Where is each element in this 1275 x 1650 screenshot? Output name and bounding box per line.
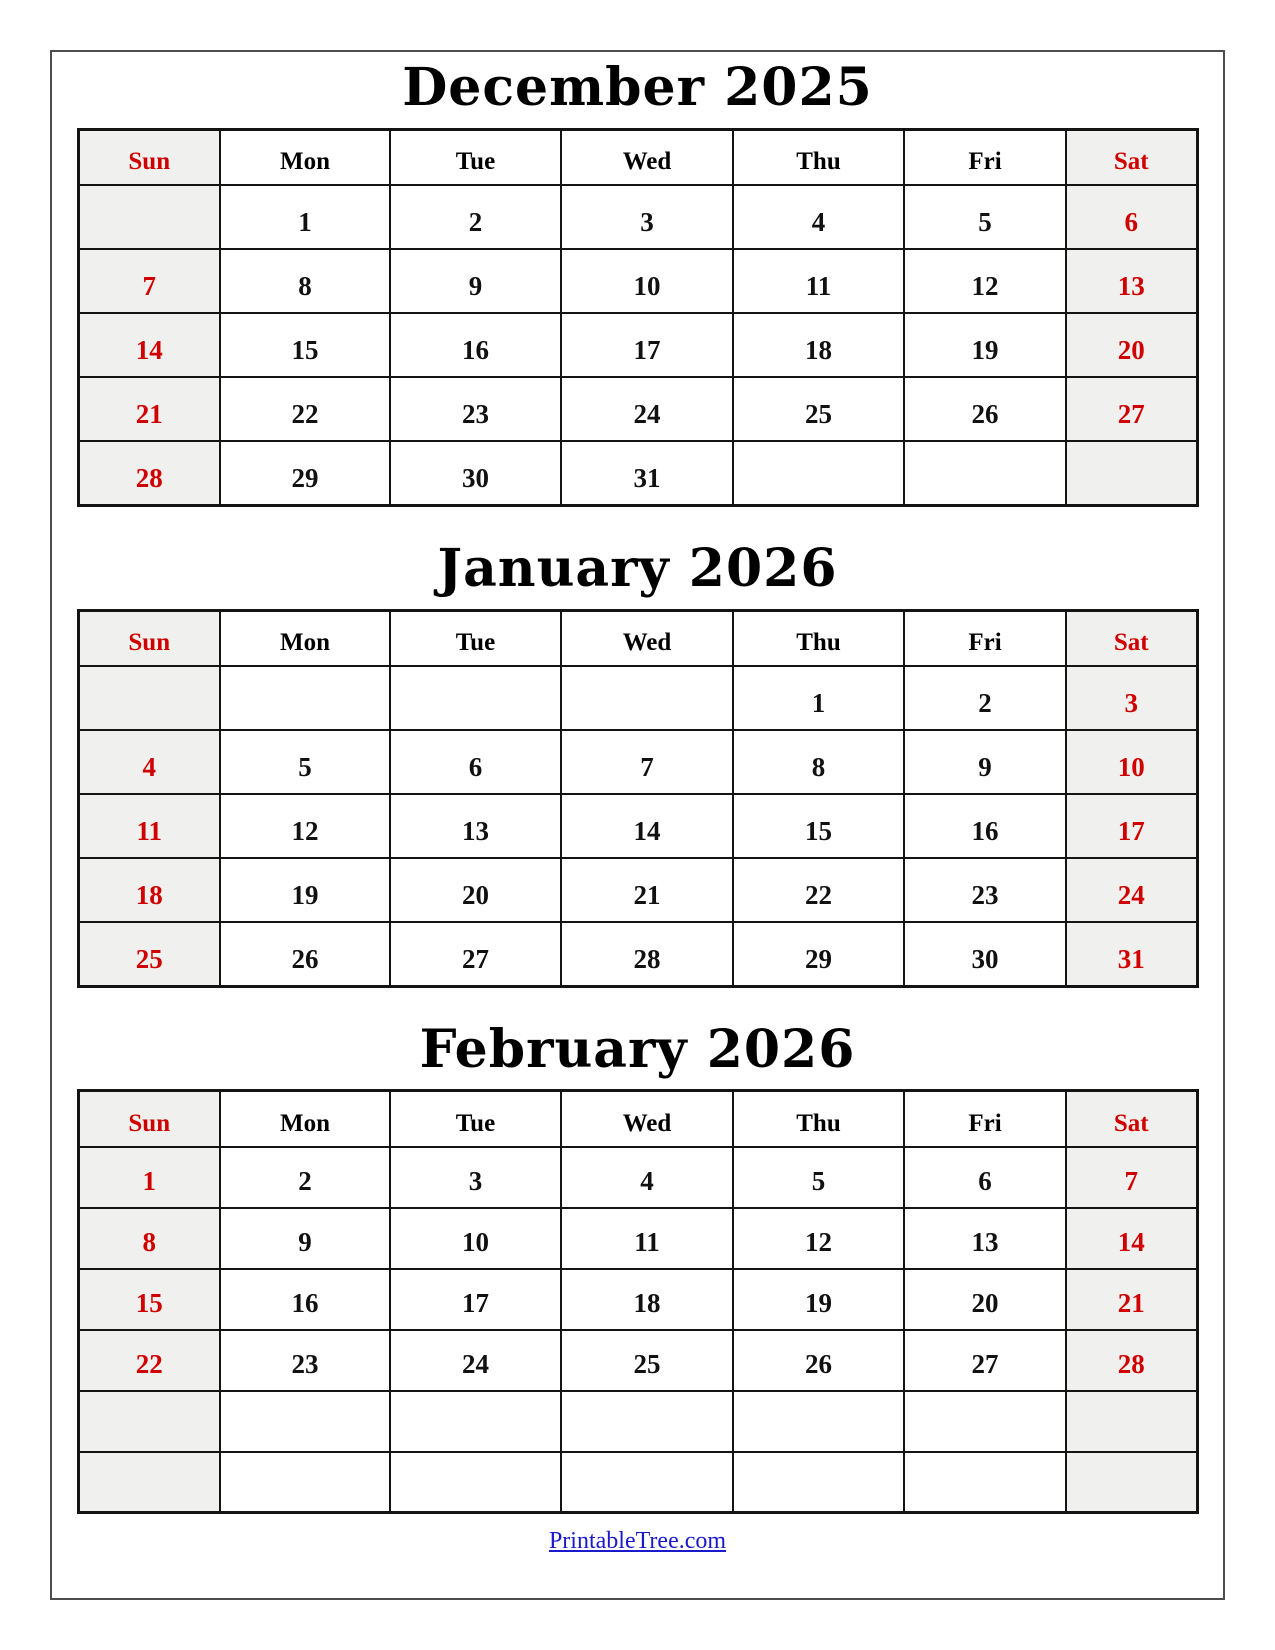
empty-day-cell	[1066, 1391, 1197, 1452]
day-cell-22: 22	[78, 1330, 220, 1391]
footer-link[interactable]: PrintableTree.com	[548, 1528, 727, 1555]
empty-day-cell	[390, 1391, 561, 1452]
day-cell-3: 3	[390, 1147, 561, 1208]
calendar-table	[77, 609, 1199, 988]
weekday-header-sun: Sun	[78, 1091, 220, 1147]
week-row	[78, 1391, 1197, 1452]
day-cell-24: 24	[1066, 858, 1197, 922]
empty-day-cell	[561, 1391, 733, 1452]
weekday-header-tue: Tue	[390, 129, 561, 185]
weekday-header-wed: Wed	[561, 610, 733, 666]
weekday-header-fri: Fri	[904, 610, 1066, 666]
day-cell-5: 5	[733, 1147, 904, 1208]
day-cell-25: 25	[78, 922, 220, 986]
empty-day-cell	[78, 1452, 220, 1513]
day-cell-8: 8	[78, 1208, 220, 1269]
day-cell-26: 26	[220, 922, 390, 986]
day-cell-23: 23	[390, 377, 561, 441]
day-cell-29: 29	[220, 441, 390, 505]
day-cell-4: 4	[733, 185, 904, 249]
day-cell-18: 18	[78, 858, 220, 922]
weekday-header-sat: Sat	[1066, 610, 1197, 666]
empty-day-cell	[733, 1452, 904, 1513]
day-cell-26: 26	[733, 1330, 904, 1391]
day-cell-22: 22	[733, 858, 904, 922]
month-title: February 2026	[419, 1018, 856, 1080]
day-cell-14: 14	[78, 313, 220, 377]
day-cell-23: 23	[220, 1330, 390, 1391]
weekday-header-fri: Fri	[904, 129, 1066, 185]
empty-day-cell	[78, 185, 220, 249]
day-cell-3: 3	[1066, 666, 1197, 730]
day-cell-28: 28	[78, 441, 220, 505]
weekday-header-sun: Sun	[78, 610, 220, 666]
weekday-header-row	[78, 1091, 1197, 1147]
day-cell-14: 14	[1066, 1208, 1197, 1269]
empty-day-cell	[904, 1452, 1066, 1513]
day-cell-24: 24	[390, 1330, 561, 1391]
day-cell-16: 16	[904, 794, 1066, 858]
day-cell-22: 22	[220, 377, 390, 441]
day-cell-29: 29	[733, 922, 904, 986]
day-cell-10: 10	[390, 1208, 561, 1269]
day-cell-10: 10	[561, 249, 733, 313]
empty-day-cell	[390, 1452, 561, 1513]
day-cell-10: 10	[1066, 730, 1197, 794]
page-border-frame	[50, 50, 1225, 1600]
day-cell-17: 17	[390, 1269, 561, 1330]
day-cell-18: 18	[733, 313, 904, 377]
day-cell-19: 19	[904, 313, 1066, 377]
week-row	[78, 313, 1197, 377]
week-row	[78, 1208, 1197, 1269]
weekday-header-wed: Wed	[561, 129, 733, 185]
week-row	[78, 1452, 1197, 1513]
day-cell-23: 23	[904, 858, 1066, 922]
day-cell-5: 5	[904, 185, 1066, 249]
day-cell-4: 4	[561, 1147, 733, 1208]
day-cell-6: 6	[390, 730, 561, 794]
week-row	[78, 1269, 1197, 1330]
month-january-2026	[52, 539, 1223, 988]
month-february-2026	[52, 1020, 1223, 1515]
day-cell-6: 6	[904, 1147, 1066, 1208]
day-cell-20: 20	[390, 858, 561, 922]
day-cell-1: 1	[733, 666, 904, 730]
weekday-header-sat: Sat	[1066, 1091, 1197, 1147]
calendar-table	[77, 128, 1199, 507]
day-cell-12: 12	[220, 794, 390, 858]
week-row	[78, 922, 1197, 986]
day-cell-11: 11	[78, 794, 220, 858]
empty-day-cell	[904, 441, 1066, 505]
weekday-header-mon: Mon	[220, 129, 390, 185]
day-cell-7: 7	[78, 249, 220, 313]
day-cell-18: 18	[561, 1269, 733, 1330]
day-cell-11: 11	[561, 1208, 733, 1269]
calendar-table	[77, 1089, 1199, 1514]
empty-day-cell	[390, 666, 561, 730]
day-cell-4: 4	[78, 730, 220, 794]
day-cell-19: 19	[220, 858, 390, 922]
month-december-2025	[52, 58, 1223, 507]
footer	[52, 1528, 1223, 1555]
day-cell-9: 9	[220, 1208, 390, 1269]
day-cell-21: 21	[78, 377, 220, 441]
day-cell-31: 31	[1066, 922, 1197, 986]
day-cell-30: 30	[904, 922, 1066, 986]
week-row	[78, 185, 1197, 249]
empty-day-cell	[220, 1452, 390, 1513]
day-cell-17: 17	[561, 313, 733, 377]
month-title: December 2025	[402, 57, 873, 118]
empty-day-cell	[1066, 1452, 1197, 1513]
day-cell-21: 21	[561, 858, 733, 922]
day-cell-1: 1	[220, 185, 390, 249]
day-cell-9: 9	[390, 249, 561, 313]
weekday-header-sat: Sat	[1066, 129, 1197, 185]
weekday-header-wed: Wed	[561, 1091, 733, 1147]
day-cell-15: 15	[78, 1269, 220, 1330]
day-cell-16: 16	[220, 1269, 390, 1330]
day-cell-5: 5	[220, 730, 390, 794]
weekday-header-tue: Tue	[390, 1091, 561, 1147]
day-cell-19: 19	[733, 1269, 904, 1330]
day-cell-28: 28	[561, 922, 733, 986]
week-row	[78, 1147, 1197, 1208]
weekday-header-row	[78, 610, 1197, 666]
day-cell-30: 30	[390, 441, 561, 505]
day-cell-27: 27	[904, 1330, 1066, 1391]
day-cell-26: 26	[904, 377, 1066, 441]
day-cell-27: 27	[1066, 377, 1197, 441]
day-cell-21: 21	[1066, 1269, 1197, 1330]
day-cell-15: 15	[733, 794, 904, 858]
day-cell-14: 14	[561, 794, 733, 858]
day-cell-1: 1	[78, 1147, 220, 1208]
empty-day-cell	[733, 441, 904, 505]
empty-day-cell	[1066, 441, 1197, 505]
month-title: January 2026	[437, 537, 838, 599]
day-cell-2: 2	[220, 1147, 390, 1208]
week-row	[78, 1330, 1197, 1391]
weekday-header-mon: Mon	[220, 610, 390, 666]
weekday-header-fri: Fri	[904, 1091, 1066, 1147]
day-cell-15: 15	[220, 313, 390, 377]
day-cell-31: 31	[561, 441, 733, 505]
week-row	[78, 666, 1197, 730]
empty-day-cell	[561, 1452, 733, 1513]
day-cell-25: 25	[733, 377, 904, 441]
weekday-header-thu: Thu	[733, 610, 904, 666]
day-cell-24: 24	[561, 377, 733, 441]
day-cell-6: 6	[1066, 185, 1197, 249]
day-cell-9: 9	[904, 730, 1066, 794]
day-cell-28: 28	[1066, 1330, 1197, 1391]
day-cell-20: 20	[1066, 313, 1197, 377]
weekday-header-mon: Mon	[220, 1091, 390, 1147]
day-cell-25: 25	[561, 1330, 733, 1391]
empty-day-cell	[561, 666, 733, 730]
empty-day-cell	[220, 666, 390, 730]
day-cell-17: 17	[1066, 794, 1197, 858]
day-cell-20: 20	[904, 1269, 1066, 1330]
day-cell-11: 11	[733, 249, 904, 313]
empty-day-cell	[220, 1391, 390, 1452]
day-cell-8: 8	[733, 730, 904, 794]
day-cell-13: 13	[1066, 249, 1197, 313]
day-cell-7: 7	[561, 730, 733, 794]
day-cell-13: 13	[904, 1208, 1066, 1269]
day-cell-2: 2	[390, 185, 561, 249]
day-cell-13: 13	[390, 794, 561, 858]
empty-day-cell	[733, 1391, 904, 1452]
week-row	[78, 794, 1197, 858]
day-cell-12: 12	[733, 1208, 904, 1269]
day-cell-12: 12	[904, 249, 1066, 313]
weekday-header-sun: Sun	[78, 129, 220, 185]
weekday-header-thu: Thu	[733, 129, 904, 185]
week-row	[78, 730, 1197, 794]
week-row	[78, 858, 1197, 922]
day-cell-3: 3	[561, 185, 733, 249]
day-cell-7: 7	[1066, 1147, 1197, 1208]
day-cell-2: 2	[904, 666, 1066, 730]
day-cell-8: 8	[220, 249, 390, 313]
day-cell-27: 27	[390, 922, 561, 986]
week-row	[78, 441, 1197, 505]
empty-day-cell	[78, 1391, 220, 1452]
week-row	[78, 377, 1197, 441]
weekday-header-tue: Tue	[390, 610, 561, 666]
empty-day-cell	[78, 666, 220, 730]
day-cell-16: 16	[390, 313, 561, 377]
empty-day-cell	[904, 1391, 1066, 1452]
weekday-header-row	[78, 129, 1197, 185]
weekday-header-thu: Thu	[733, 1091, 904, 1147]
week-row	[78, 249, 1197, 313]
